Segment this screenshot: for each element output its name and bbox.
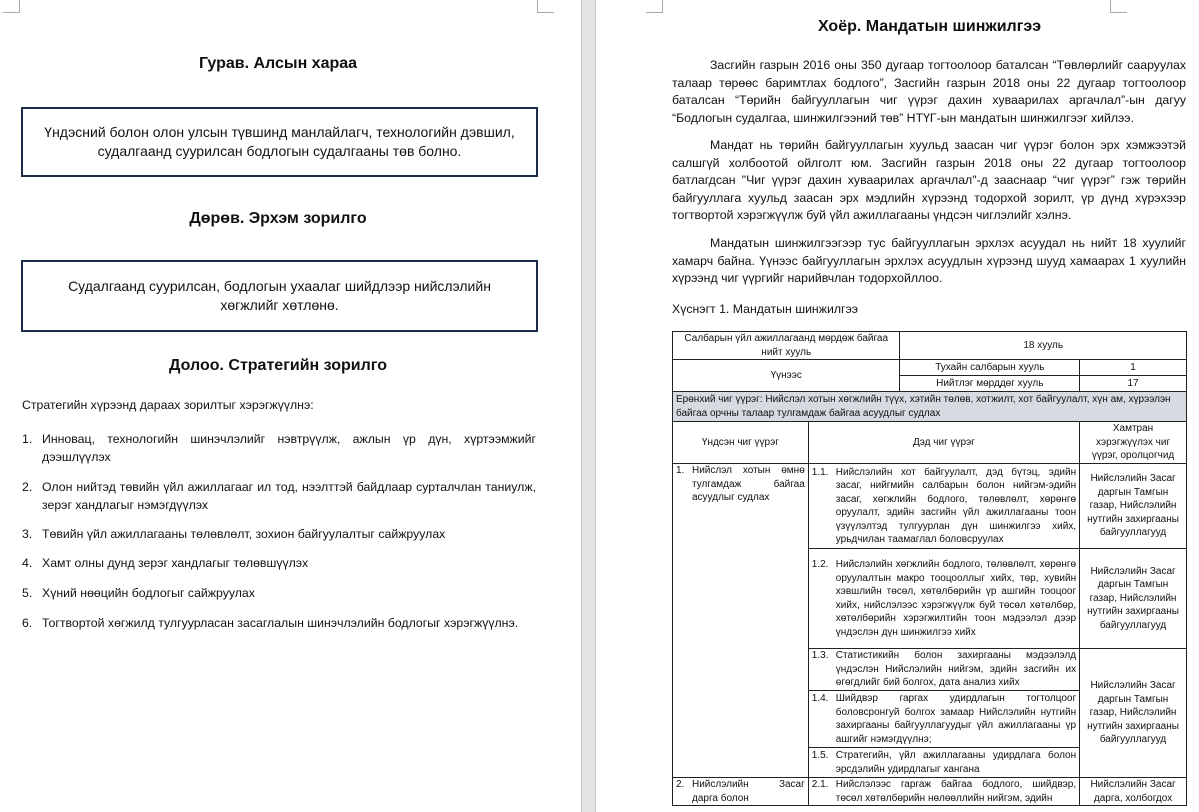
sub-function-cell: 1.4. Шийдвэр гаргах удирдлагын тогтолцоог боловсронгуй болгох замаар Нийслэлийн нутгийн захиргааны байгууллагуудыг үйл ажиллагааны үр ашгийг нэмэгдүүлнэ; [808,691,1079,748]
partners-cell: Нийслэлийн Засаг даргын Тамгын газар, Нийслэлийн нутгийн захиргааны байгууллагууд [1080,549,1187,649]
partners-cell: Нийслэлийн Засаг дарга, холбогдох [1080,778,1187,806]
document-page-left [0,0,581,812]
header-main-function: Үндсэн чиг үүрэг [673,422,809,464]
common-laws-label: Нийтлэг мөрддөг хууль [900,376,1080,392]
paragraph: Засгийн газрын 2016 оны 350 дугаар тогтоолоор баталсан “Төвлөрлийг сааруулах талаар төрөөс баримтлах бодлого”, Засгийн газрын 2018 оны 22 дугаар тогтоолоор баталсан “Төрийн байгууллагын чиг үүрэг дахин хуваарилах аргачлал”-ын дагуу “Бодлогын судалгаа, шинжилгээний төв” НТҮГ-ын мандатын шинжилгээг хийлээ. [672,58,1186,125]
mandate-table [672,331,1187,806]
partners-cell: Нийслэлийн Засаг даргын Тамгын газар, Нийслэлийн нутгийн захиргааны байгууллагууд [1080,649,1187,778]
paragraph: Мандатын шинжилгээгээр тус байгууллагын эрхлэх асуудал нь нийт 18 хуулийг хамарч байна. Үүнээс байгууллагын эрхлэх асуудлын хүрээнд шууд хамаарах 1 хуулийн хүрээнд чиг үүргийг нарийвчлан тодорхойллоо. [672,236,1186,285]
vision-text: Үндэсний болон олон улсын түвшинд манлайлагч, технологийн дэвшил, судалгаанд суурилсан бодлогын судалгааны төв болно. [44,124,515,159]
partners-cell: Нийслэлийн Засаг даргын Тамгын газар, Нийслэлийн нутгийн захиргааны байгууллагууд [1080,464,1187,549]
main-function-cell: 2. Нийслэлийн Засаг дарга болон [673,778,809,806]
goal-item: 3. Төвийн үйл ажиллагааны төлөвлөлт, зохион байгуулалтыг сайжруулах [22,527,446,541]
strategy-intro: Стратегийн хүрээнд дараах зорилтыг хэрэгжүүлнэ: [22,398,314,412]
document-page-right [596,0,1199,812]
mission-box [21,260,538,332]
margin-corner-mark [537,0,554,13]
specific-laws-label: Тухайн салбарын хууль [900,360,1080,376]
page-gap [581,0,596,812]
goal-item: 5. Хүний нөөцийн бодлогыг сайжруулах [22,586,255,600]
vision-box [21,107,538,177]
margin-corner-mark [3,0,20,13]
sub-function-cell: 2.1. Нийслэлээс гаргаж байгаа бодлого, шийдвэр, төсөл хөтөлбөрийн нөлөөллийн нийгэм, эдийн [808,778,1079,806]
sub-function-cell: 1.2. Нийслэлийн хөгжлийн бодлого, төлөвлөлт, хөрөнгө оруулалтын макро тооцооллыг хийх, төр, хувийн хэвшлийн төсөл, хөтөлбөрийн үр ашгийн тооцоог хийх, нийслэлээс хэрэгжүүлж буй төсөл хөтөлбөр, хөтөлбөрийн хэрэгжилтийн тоон мэдээлэл дээр үндэслэн дүн шинжилгээ хийх [808,549,1079,649]
specific-laws-value: 1 [1080,360,1187,376]
margin-corner-mark [646,0,663,13]
mandate-heading: Хоёр. Мандатын шинжилгээ [817,18,1042,35]
vision-heading: Гурав. Алсын хараа [198,55,358,72]
goal-item: 1. Инновац, технологийн шинэчлэлийг нэвтрүүлж, ажлын үр дүн, хүртээмжийг дээшлүүлэх [22,432,536,464]
strategy-heading: Долоо. Стратегийн зорилго [169,357,387,374]
mission-text: Судалгаанд суурилсан, бодлогын ухаалаг шийдлээр нийслэлийн хөгжлийг хөтлөнө. [68,278,491,313]
sub-function-cell: 1.3. Статистикийн болон захиргааны мэдээлэлд үндэслэн Нийслэлийн нийгэм, эдийн засгийн их өгөгдлийг бий болгох, дата анализ хийх [808,649,1079,691]
paragraph: Мандат нь төрийн байгууллагын хуульд заасан чиг үүрэг болон эрх хэмжээтэй салшгүй холбоотой ойлголт юм. Засгийн газрын 2018 оны 22 дугаар тогтоолоор батлагдсан "Чиг үүрэг дахин хуваарилах аргачлал"-д зааснаар “чиг үүрэг” гэж төрийн байгууллага хуульд заасан эрх мэдлийн хүрээнд тодорхой зорилт, үр дүнд хүрэхээр тогтвортой хэрэгжүүлж буй үйл ажиллагааны үндсэн чиглэлийг хэлнэ. [672,138,1186,222]
sub-function-cell: 1.5. Стратегийн, үйл ажиллагааны удирдлага болон эрсдэлийн удирдлагыг хангана [808,748,1079,778]
header-partners: Хамтран хэрэгжүүлэх чиг үүрэг, оролцогчид [1080,422,1187,464]
header-sub-function: Дэд чиг үүрэг [808,422,1079,464]
mission-heading: Дөрөв. Эрхэм зорилго [189,210,367,227]
sub-function-cell: 1.1. Нийслэлийн хот байгуулалт, дэд бүтэц, эдийн засаг, нийгмийн салбарын болон нийгэм-эдийн засаг, хөгжлийн бодлого, төлөвлөлт, хөрөнгө оруулалт, эдийн засгийн үйл ажиллагааны тоон үзүүлэлтэд тулгуурлан дүн шинжилгээ хийх, урьдчилан таамаглал боловсруулах [808,464,1079,549]
margin-corner-mark [1110,0,1127,13]
main-function-cell: 1. Нийслэл хотын өмнө тулгамдаж байгаа асуудлыг судлах [673,464,809,778]
goal-item: 2. Олон нийтэд төвийн үйл ажиллагааг ил тод, нээлттэй байдлаар сурталчлан таниулж, зерэг хандлагыг нэмэгдүүлэх [22,480,536,512]
general-function-row: Ерөнхий чиг үүрэг: Нийслэл хотын хөгжлийн түүх, хэтийн төлөв, хотжилт, хот байгуулалт, хүн ам, хүрээлэн байгаа орчны талаар тулгамдаж байгаа асуудлыг судлах [673,392,1187,422]
goal-item: 4. Хамт олны дунд зерэг хандлагыг төлөвшүүлэх [22,556,309,570]
of-which-label: Үүнээс [673,360,900,392]
common-laws-value: 17 [1080,376,1187,392]
total-laws-value: 18 хууль [900,332,1187,360]
total-laws-label: Салбарын үйл ажиллагаанд мөрдөж байгаа нийт хууль [673,332,900,360]
goal-item: 6. Тогтвортой хөгжилд тулгуурласан засаглалын шинэчлэлийн бодлогыг хэрэгжүүлнэ. [22,616,519,630]
table-caption: Хүснэгт 1. Мандатын шинжилгээ [672,302,859,316]
